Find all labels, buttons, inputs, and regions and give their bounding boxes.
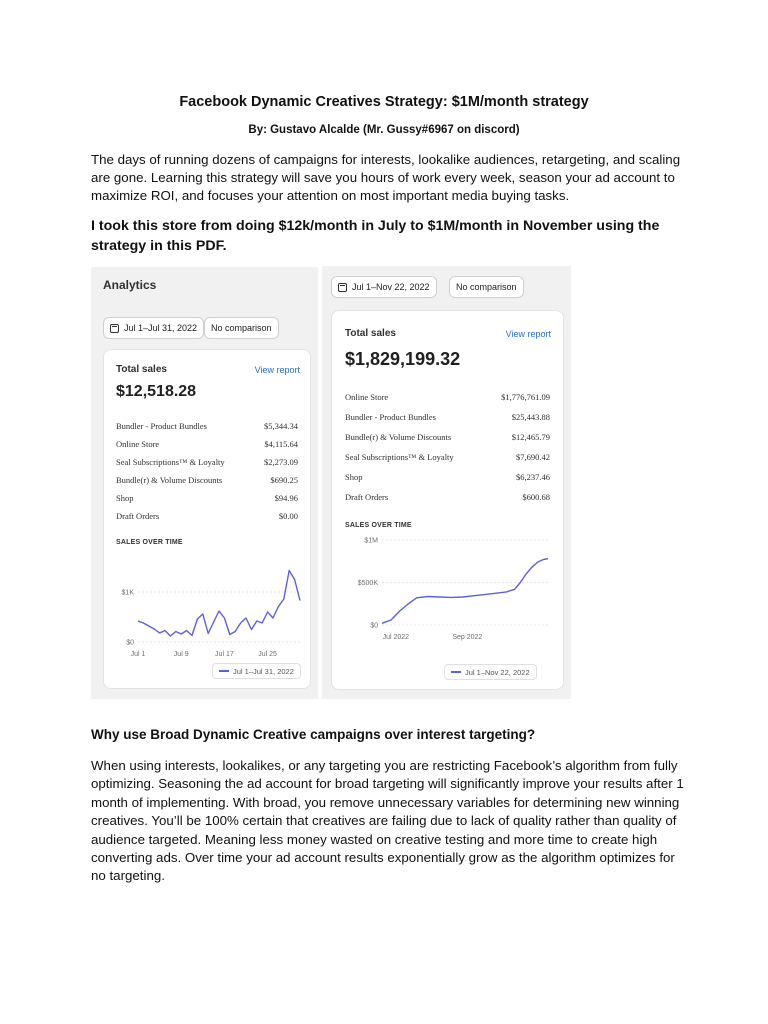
total-sales-card xyxy=(331,310,564,690)
sales-over-time-chart-july xyxy=(104,545,312,657)
legend-swatch xyxy=(219,670,229,672)
sales-over-time-chart-nov xyxy=(332,533,565,657)
comparison-label: No comparison xyxy=(211,323,272,333)
date-range-label: Jul 1–Nov 22, 2022 xyxy=(352,282,430,292)
x-tick-label: Jul 9 xyxy=(173,651,189,658)
date-range-chip[interactable] xyxy=(103,317,204,339)
x-tick-label: Sep 2022 xyxy=(452,634,483,641)
chart-legend xyxy=(212,663,301,679)
calendar-icon xyxy=(110,324,119,333)
chart-legend xyxy=(444,664,537,680)
x-tick-label: Jul 2022 xyxy=(382,634,410,641)
comparison-label: No comparison xyxy=(456,282,517,292)
total-sales-label: Total sales xyxy=(116,364,167,375)
legend-label: Jul 1–Jul 31, 2022 xyxy=(233,666,294,676)
view-report-link[interactable]: View report xyxy=(505,329,551,339)
y-tick-label: $1K xyxy=(121,589,134,597)
analytics-screenshot-nov xyxy=(322,266,571,699)
comparison-chip[interactable] xyxy=(204,317,279,339)
x-tick-label: Jul 1 xyxy=(130,651,146,658)
view-report-link[interactable]: View report xyxy=(254,365,300,375)
comparison-chip[interactable] xyxy=(449,276,524,298)
sales-over-time-label: SALES OVER TIME xyxy=(345,522,412,529)
intro-paragraph: The days of running dozens of campaigns for interests, lookalike audiences, retargeting, and scaling are gone. Learning this strategy will save you hours of work every week, season your ad account to maximize ROI, and focuses your attention on most important media buying tasks. xyxy=(91,152,681,203)
y-tick-label: $0 xyxy=(126,639,134,647)
sales-over-time-label: SALES OVER TIME xyxy=(116,539,183,546)
analytics-screenshot-july xyxy=(91,267,318,699)
date-range-label: Jul 1–Jul 31, 2022 xyxy=(124,323,198,333)
claim-paragraph: I took this store from doing $12k/month in July to $1M/month in November using the strategy in this PDF. xyxy=(91,218,660,254)
sales-breakdown: Online Store $1,776,761.09 Bundler - Product Bundles $25,443.88 Bundle(r) & Volume Discounts $12,465.79 Seal Subscriptions™ & Loyalty $7,690.42 Shop $6,237.46 Draft Orders $600.68 xyxy=(345,392,550,502)
x-tick-label: Jul 17 xyxy=(215,651,234,658)
sales-breakdown: Bundler - Product Bundles $5,344.34 Online Store $4,115.64 Seal Subscriptions™ & Loyalty $2,273.09 Bundle(r) & Volume Discounts $690.25 Shop $94.96 Draft Orders $0.00 xyxy=(116,421,298,521)
document-byline: By: Gustavo Alcalde (Mr. Gussy#6967 on discord) xyxy=(248,124,520,136)
analytics-heading: Analytics xyxy=(103,278,157,292)
y-tick-label: $500K xyxy=(357,580,378,587)
series-line xyxy=(382,559,548,624)
document-title: Facebook Dynamic Creatives Strategy: $1M/month strategy xyxy=(179,94,589,110)
total-sales-card xyxy=(103,349,311,689)
y-tick-label: $0 xyxy=(370,622,378,630)
total-sales-value: $1,829,199.32 xyxy=(345,349,461,369)
legend-swatch xyxy=(451,671,461,673)
date-range-chip[interactable] xyxy=(331,276,437,298)
x-tick-label: Jul 25 xyxy=(258,651,277,658)
series-line xyxy=(138,571,300,637)
total-sales-value: $12,518.28 xyxy=(116,383,197,400)
calendar-icon xyxy=(338,283,347,292)
y-tick-label: $1M xyxy=(364,537,378,545)
legend-label: Jul 1–Nov 22, 2022 xyxy=(465,667,530,677)
total-sales-label: Total sales xyxy=(345,328,396,339)
section-heading: Why use Broad Dynamic Creative campaigns over interest targeting? xyxy=(91,727,536,742)
section-body-paragraph: When using interests, lookalikes, or any targeting you are restricting Facebook’s algorithm from fully optimizing. Seasoning the ad account for broad targeting will significantly improve your results after 1 month of implementing. With broad, you remove unnecessary variables for determining new winning creatives. You’ll be 100% certain that creatives are failing due to lack of quality rather than quality of audience targeted. Meaning less money wasted on creative testing and more time to create high converting ads. Over time your ad account results exponentially grow as the algorithm optimizes for no targeting. xyxy=(91,758,684,884)
